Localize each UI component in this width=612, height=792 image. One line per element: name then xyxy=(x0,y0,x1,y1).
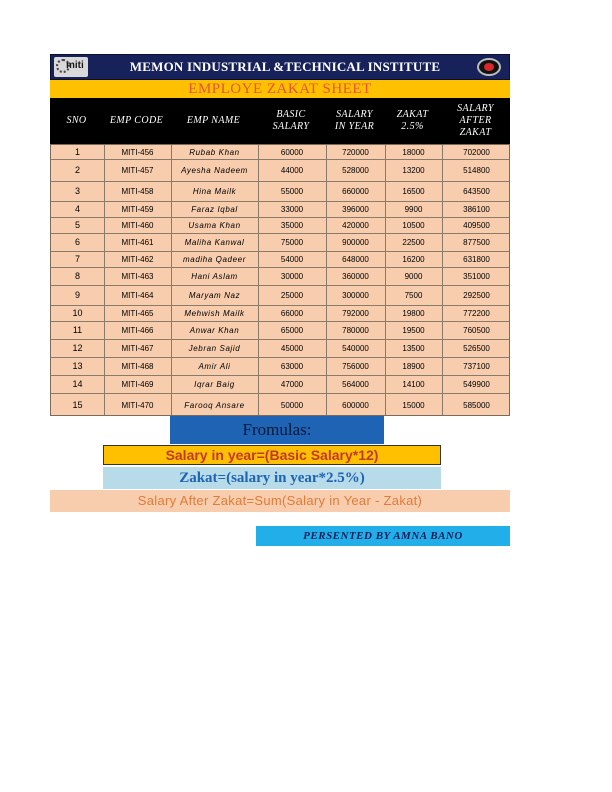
table-cell-zakat: 18900 xyxy=(402,361,425,371)
table-cell-code: MITI-462 xyxy=(121,254,154,264)
table-cell-basic: 30000 xyxy=(280,271,304,281)
sheet-title: EMPLOYE ZAKAT SHEET xyxy=(50,80,510,98)
table-cell-code: MITI-470 xyxy=(121,400,154,410)
table-cell-sno: 7 xyxy=(74,254,80,264)
table-cell-year: 420000 xyxy=(342,220,369,230)
table-cell-name: Hani Aslam xyxy=(191,271,238,281)
table-cell-basic: 50000 xyxy=(280,400,304,410)
table-cell-after: 737100 xyxy=(463,361,490,371)
table-cell-sno: 4 xyxy=(74,204,80,214)
table-cell-name: Amir Ali xyxy=(198,361,231,371)
table-cell-after: 760500 xyxy=(463,325,490,335)
emblem-icon xyxy=(477,58,501,76)
table-cell-after: 772200 xyxy=(463,308,490,318)
table-cell-zakat: 14100 xyxy=(402,379,425,389)
table-cell-zakat: 10500 xyxy=(402,220,425,230)
table-header-row xyxy=(50,98,510,144)
table-cell-code: MITI-467 xyxy=(121,343,154,353)
table-cell-name: madiha Qadeer xyxy=(183,254,246,264)
table-cell-after: 292500 xyxy=(463,290,490,300)
table-cell-zakat: 18000 xyxy=(402,147,425,157)
table-cell-code: MITI-456 xyxy=(121,147,154,157)
table-cell-year: 792000 xyxy=(342,308,369,318)
table-cell-sno: 6 xyxy=(74,237,80,247)
table-cell-year: 300000 xyxy=(342,290,369,300)
table-cell-name: Ayesha Nadeem xyxy=(181,165,248,175)
table-cell-after: 386100 xyxy=(463,204,490,214)
table-cell-code: MITI-469 xyxy=(121,379,154,389)
table-cell-basic: 66000 xyxy=(280,308,304,318)
table-cell-year: 648000 xyxy=(342,254,369,264)
table-cell-name: Jebran Sajid xyxy=(188,343,241,353)
table-cell-after: 702000 xyxy=(463,147,490,157)
table-cell-after: 409500 xyxy=(463,220,490,230)
table-cell-zakat: 19500 xyxy=(402,325,425,335)
table-cell-after: 585000 xyxy=(463,400,490,410)
table-cell-basic: 35000 xyxy=(280,220,304,230)
column-header-basic: BASIC SALARY xyxy=(272,109,310,132)
table-cell-basic: 75000 xyxy=(280,237,304,247)
table-cell-name: Rubab Khan xyxy=(189,147,240,157)
table-cell-zakat: 22500 xyxy=(402,237,425,247)
table-cell-sno: 14 xyxy=(72,379,83,389)
table-cell-code: MITI-457 xyxy=(121,165,154,175)
table-cell-basic: 63000 xyxy=(280,361,304,371)
table-cell-code: MITI-461 xyxy=(121,237,154,247)
table-cell-code: MITI-458 xyxy=(121,186,154,196)
column-header-zakat: ZAKAT 2.5% xyxy=(396,109,429,132)
table-cell-after: 643500 xyxy=(463,186,490,196)
table-cell-sno: 13 xyxy=(72,361,83,371)
table-cell-basic: 60000 xyxy=(280,147,304,157)
presented-by: PERSENTED BY AMNA BANO xyxy=(256,526,510,546)
table-cell-zakat: 16500 xyxy=(402,186,425,196)
table-cell-year: 900000 xyxy=(342,237,369,247)
table-cell-code: MITI-460 xyxy=(121,220,154,230)
table-cell-after: 351000 xyxy=(463,271,490,281)
column-header-after: SALARY AFTER ZAKAT xyxy=(457,103,494,138)
table-cell-after: 549900 xyxy=(463,379,490,389)
table-cell-sno: 15 xyxy=(72,400,83,410)
formulas-heading: Fromulas: xyxy=(170,416,384,444)
table-cell-code: MITI-465 xyxy=(121,308,154,318)
table-cell-name: Mehwish Mailk xyxy=(184,308,245,318)
column-header-name: EMP NAME xyxy=(186,115,241,126)
table-cell-sno: 1 xyxy=(74,147,80,157)
table-cell-code: MITI-459 xyxy=(121,204,154,214)
institute-banner xyxy=(50,54,510,80)
table-cell-after: 526500 xyxy=(463,343,490,353)
table-cell-year: 600000 xyxy=(342,400,369,410)
column-header-sno: SNO xyxy=(66,115,87,126)
table-cell-zakat: 9000 xyxy=(404,271,423,281)
table-cell-sno: 10 xyxy=(72,308,83,318)
table-cell-sno: 3 xyxy=(74,186,80,196)
table-cell-zakat: 13500 xyxy=(402,343,425,353)
table-cell-sno: 8 xyxy=(74,271,80,281)
table-cell-year: 540000 xyxy=(342,343,369,353)
table-cell-basic: 44000 xyxy=(280,165,304,175)
table-cell-zakat: 19800 xyxy=(402,308,425,318)
table-cell-name: Iqrar Baig xyxy=(194,379,235,389)
table-cell-name: Maryam Naz xyxy=(188,290,241,300)
table-cell-year: 528000 xyxy=(342,165,369,175)
table-cell-code: MITI-468 xyxy=(121,361,154,371)
table-cell-sno: 2 xyxy=(74,165,80,175)
table-cell-after: 877500 xyxy=(463,237,490,247)
column-header-code: EMP CODE xyxy=(109,115,164,126)
table-cell-basic: 45000 xyxy=(280,343,304,353)
table-cell-code: MITI-464 xyxy=(121,290,154,300)
table-cell-basic: 54000 xyxy=(280,254,304,264)
table-cell-year: 564000 xyxy=(342,379,369,389)
table-cell-basic: 55000 xyxy=(280,186,304,196)
table-cell-code: MITI-463 xyxy=(121,271,154,281)
table-cell-year: 396000 xyxy=(342,204,369,214)
table-cell-sno: 9 xyxy=(74,290,80,300)
table-cell-zakat: 13200 xyxy=(402,165,425,175)
formula-salary-in-year: Salary in year=(Basic Salary*12) xyxy=(103,445,441,465)
column-header-year: SALARY IN YEAR xyxy=(334,109,375,132)
table-cell-year: 780000 xyxy=(342,325,369,335)
table-cell-year: 660000 xyxy=(342,186,369,196)
table-cell-basic: 47000 xyxy=(280,379,304,389)
table-cell-zakat: 7500 xyxy=(404,290,423,300)
table-cell-name: Hina Mailk xyxy=(192,186,237,196)
table-cell-zakat: 9900 xyxy=(404,204,423,214)
table-cell-basic: 65000 xyxy=(280,325,304,335)
table-cell-basic: 33000 xyxy=(280,204,304,214)
miti-logo xyxy=(54,57,88,77)
institute-title: MEMON INDUSTRIAL &TECHNICAL INSTITUTE xyxy=(129,59,441,74)
logo-left-text: miti xyxy=(66,60,84,71)
table-cell-sno: 12 xyxy=(72,343,83,353)
table-cell-sno: 11 xyxy=(72,325,83,335)
zakat-table xyxy=(50,144,510,416)
table-cell-after: 631800 xyxy=(463,254,490,264)
table-cell-code: MITI-466 xyxy=(121,325,154,335)
table-cell-name: Faraz Iqbal xyxy=(191,204,238,214)
table-cell-year: 360000 xyxy=(342,271,369,281)
formula-salary-after-zakat: Salary After Zakat=Sum(Salary in Year - Zakat) xyxy=(50,490,510,512)
table-cell-zakat: 15000 xyxy=(402,400,425,410)
table-cell-name: Maliha Kanwal xyxy=(184,237,245,247)
table-cell-basic: 25000 xyxy=(280,290,304,300)
table-cell-name: Farooq Ansare xyxy=(184,400,245,410)
table-cell-after: 514800 xyxy=(463,165,490,175)
table-cell-name: Anwar Khan xyxy=(189,325,240,335)
table-cell-zakat: 16200 xyxy=(402,254,425,264)
table-cell-name: Usama Khan xyxy=(188,220,241,230)
table-cell-year: 720000 xyxy=(342,147,369,157)
table-cell-sno: 5 xyxy=(74,220,80,230)
table-cell-year: 756000 xyxy=(342,361,369,371)
formula-zakat: Zakat=(salary in year*2.5%) xyxy=(103,467,441,489)
